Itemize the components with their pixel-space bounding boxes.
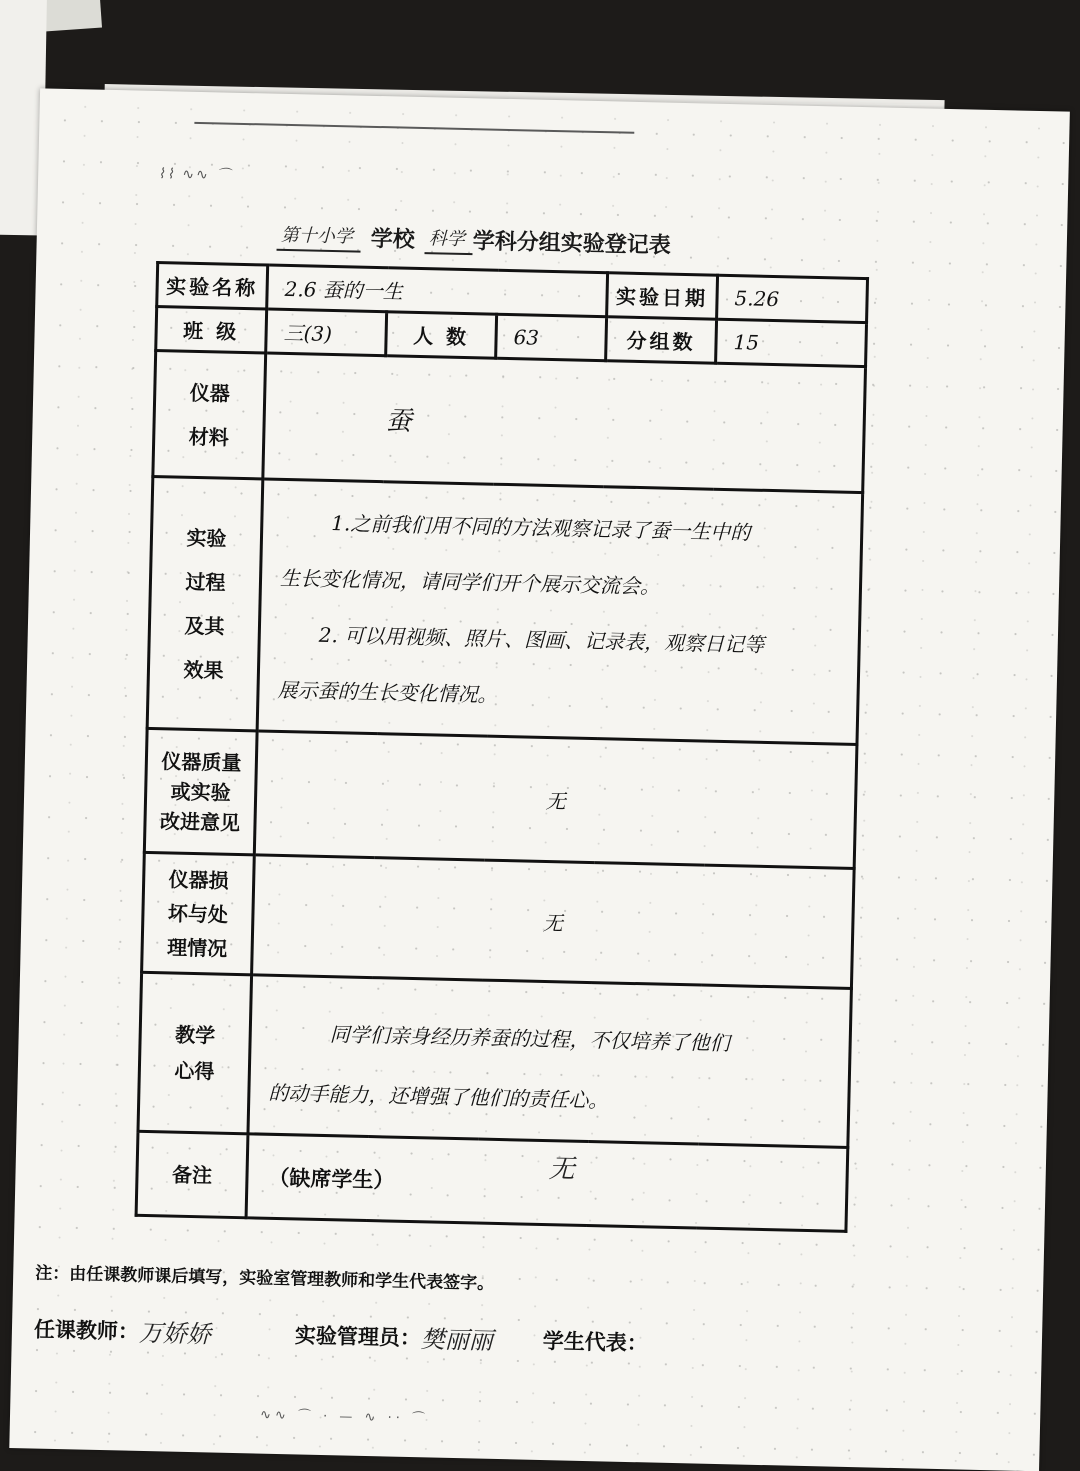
process-line: 生长变化情况，请同学们开个展示交流会。 <box>279 565 661 599</box>
quality-label <box>144 728 257 854</box>
top-rule-line <box>194 122 634 134</box>
teacher-signature: 万娇娇 <box>138 1318 212 1349</box>
quality-value: 无 <box>254 731 857 869</box>
damage-label-line: 仪器损 <box>168 866 229 893</box>
process-line: 展示蚕的生长变化情况。 <box>277 677 498 707</box>
materials-label-line: 材料 <box>188 424 230 450</box>
process-label <box>147 476 263 730</box>
teaching-line: 同学们亲身经历养蚕的过程，不仅培养了他们 <box>329 1022 730 1056</box>
manager-label: 实验管理员： <box>294 1322 422 1350</box>
process-line: 1.之前我们用不同的方法观察记录了蚕一生中的 <box>331 510 751 545</box>
experiment-date-label: 实验日期 <box>607 273 718 319</box>
school-label: 学校 <box>370 226 416 253</box>
remarks-value: 无 <box>548 1154 576 1185</box>
process-label-line: 实验 <box>186 525 227 551</box>
table-row <box>153 351 866 493</box>
materials-label <box>153 351 266 479</box>
groups-label: 分组数 <box>606 317 717 363</box>
experiment-name-label: 实验名称 <box>157 263 268 309</box>
manager-signature: 樊丽丽 <box>420 1325 494 1355</box>
quality-label-line: 或实验 <box>170 778 231 805</box>
table-row <box>142 852 855 988</box>
experiment-name-value: 2.6 蚕的一生 <box>267 265 608 317</box>
quality-label-line: 仪器质量 <box>161 748 242 775</box>
table-row <box>138 972 851 1147</box>
signature-row <box>34 1311 649 1360</box>
class-label: 班 级 <box>156 307 267 353</box>
damage-value: 无 <box>252 855 855 989</box>
school-name-handwritten: 第十小学 <box>277 221 362 253</box>
teaching-label-line: 心得 <box>174 1058 215 1084</box>
teacher-label: 任课教师： <box>33 1316 140 1344</box>
process-content <box>257 479 863 745</box>
subject-handwritten: 科学 <box>424 224 473 255</box>
faint-scribble: ∿∿ ⌒ · — ∿ ·· ⌒ <box>259 1407 430 1427</box>
teaching-content <box>248 975 851 1148</box>
table-row <box>136 1131 848 1231</box>
experiment-date-value: 5.26 <box>717 275 868 322</box>
title-suffix: 学科分组实验登记表 <box>472 229 672 259</box>
process-label-line: 及其 <box>184 613 225 639</box>
footer-note: 注：由任课教师课后填写，实验室管理教师和学生代表签字。 <box>35 1263 495 1294</box>
teaching-label-line: 教学 <box>174 1022 216 1048</box>
table-row <box>147 476 863 744</box>
quality-label-line: 改进意见 <box>159 808 241 835</box>
faint-scribble: ⌇⌇ ∿∿ ⌒ <box>158 166 233 184</box>
people-label: 人 数 <box>386 312 497 358</box>
damage-label-line: 坏与处 <box>167 900 229 927</box>
teaching-line: 的动手能力，还增强了他们的责任心。 <box>268 1080 609 1113</box>
groups-value: 15 <box>716 319 867 366</box>
process-line: 2. 可以用视频、照片、图画、记录表，观察日记等 <box>318 622 765 657</box>
remarks-cell <box>246 1134 848 1232</box>
remarks-printed: （缺席学生） <box>268 1165 395 1193</box>
record-table <box>135 261 870 1233</box>
process-label-line: 效果 <box>183 657 224 683</box>
table-row <box>144 728 857 868</box>
class-value: 三(3) <box>266 309 387 356</box>
materials-label-line: 仪器 <box>189 380 231 406</box>
teaching-label <box>138 972 252 1133</box>
people-value: 63 <box>496 314 607 360</box>
damage-label <box>142 852 255 974</box>
damage-label-line: 理情况 <box>166 934 228 961</box>
form-title <box>277 220 672 260</box>
materials-value: 蚕 <box>263 353 866 493</box>
experiment-record-form <box>9 88 1070 1471</box>
process-label-line: 过程 <box>185 569 226 595</box>
student-rep-label: 学生代表： <box>542 1328 649 1355</box>
remarks-label: 备注 <box>136 1131 248 1217</box>
